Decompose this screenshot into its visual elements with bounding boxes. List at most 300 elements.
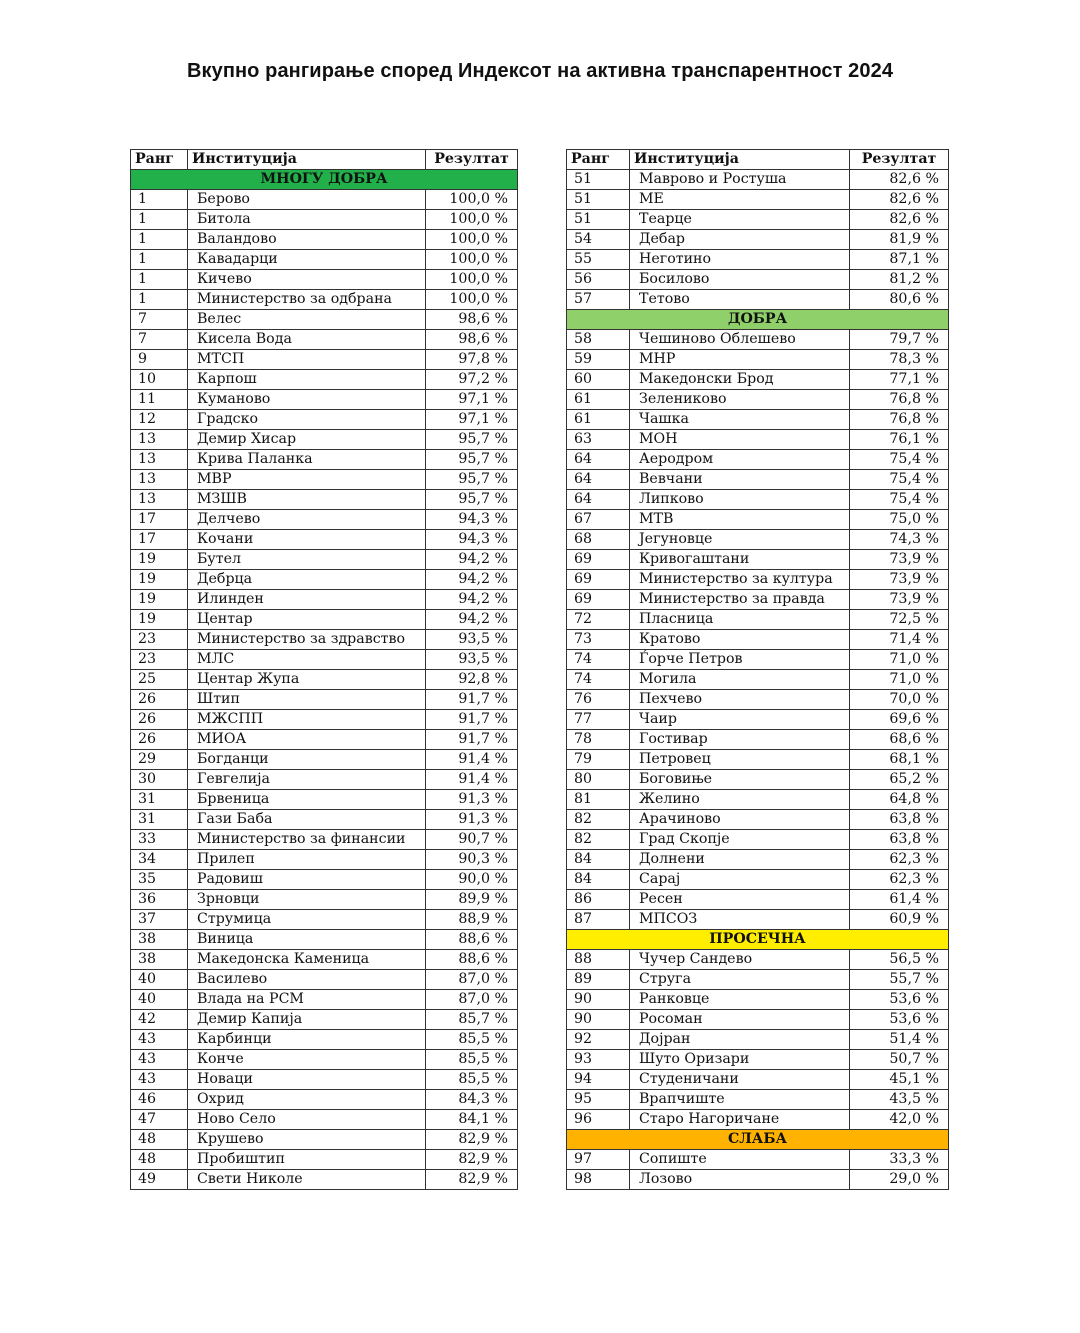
rank-cell: 46 [131, 1090, 188, 1110]
result-cell: 94,2 % [426, 570, 518, 590]
table-row [131, 810, 518, 830]
institution-cell: Крива Паланка [188, 450, 426, 470]
result-cell: 71,0 % [850, 670, 949, 690]
institution-cell: Росоман [630, 1010, 850, 1030]
ranking-table-right [566, 149, 949, 1190]
result-cell: 97,8 % [426, 350, 518, 370]
rank-cell: 84 [567, 850, 630, 870]
institution-cell: Ѓорче Петров [630, 650, 850, 670]
table-row [131, 590, 518, 610]
table-row [567, 770, 949, 790]
rank-cell: 64 [567, 490, 630, 510]
result-cell: 77,1 % [850, 370, 949, 390]
institution-cell: Врапчиште [630, 1090, 850, 1110]
result-cell: 81,2 % [850, 270, 949, 290]
institution-cell: Ново Село [188, 1110, 426, 1130]
table-row [131, 690, 518, 710]
rank-cell: 47 [131, 1110, 188, 1130]
table-row [131, 970, 518, 990]
institution-cell: Гостивар [630, 730, 850, 750]
table-row [131, 470, 518, 490]
result-cell: 71,4 % [850, 630, 949, 650]
institution-cell: Чешиново Облешево [630, 330, 850, 350]
rank-cell: 76 [567, 690, 630, 710]
rank-cell: 81 [567, 790, 630, 810]
rank-cell: 57 [567, 290, 630, 310]
rank-cell: 89 [567, 970, 630, 990]
table-row [567, 230, 949, 250]
table-row [131, 610, 518, 630]
rank-cell: 11 [131, 390, 188, 410]
result-cell: 64,8 % [850, 790, 949, 810]
table-row [567, 250, 949, 270]
ranking-table-left [130, 149, 518, 1190]
result-cell: 91,3 % [426, 790, 518, 810]
rank-cell: 69 [567, 550, 630, 570]
rank-cell: 36 [131, 890, 188, 910]
institution-cell: МОН [630, 430, 850, 450]
result-cell: 84,3 % [426, 1090, 518, 1110]
result-cell: 75,4 % [850, 450, 949, 470]
rank-cell: 1 [131, 210, 188, 230]
institution-cell: Аеродром [630, 450, 850, 470]
rank-cell: 19 [131, 610, 188, 630]
institution-cell: Василево [188, 970, 426, 990]
rank-cell: 19 [131, 550, 188, 570]
table-row [131, 870, 518, 890]
ranking-rows-right [567, 170, 949, 1190]
result-cell: 65,2 % [850, 770, 949, 790]
table-row [567, 1110, 949, 1130]
rank-cell: 60 [567, 370, 630, 390]
result-cell: 95,7 % [426, 450, 518, 470]
institution-cell: Боговиње [630, 770, 850, 790]
rank-cell: 90 [567, 990, 630, 1010]
result-cell: 94,2 % [426, 550, 518, 570]
table-row [567, 1010, 949, 1030]
table-row [131, 1150, 518, 1170]
table-row [567, 730, 949, 750]
institution-cell: Градско [188, 410, 426, 430]
result-cell: 50,7 % [850, 1050, 949, 1070]
rank-cell: 12 [131, 410, 188, 430]
table-row [567, 190, 949, 210]
table-row [567, 750, 949, 770]
rank-cell: 48 [131, 1130, 188, 1150]
institution-cell: Сарај [630, 870, 850, 890]
result-cell: 62,3 % [850, 850, 949, 870]
institution-cell: МЛС [188, 650, 426, 670]
result-cell: 97,2 % [426, 370, 518, 390]
result-cell: 75,4 % [850, 470, 949, 490]
institution-cell: Охрид [188, 1090, 426, 1110]
result-cell: 87,0 % [426, 990, 518, 1010]
rank-cell: 92 [567, 1030, 630, 1050]
result-cell: 43,5 % [850, 1090, 949, 1110]
table-row [131, 490, 518, 510]
result-cell: 82,9 % [426, 1170, 518, 1190]
institution-cell: Велес [188, 310, 426, 330]
result-cell: 29,0 % [850, 1170, 949, 1190]
table-row [567, 330, 949, 350]
rank-cell: 13 [131, 490, 188, 510]
institution-cell: Тетово [630, 290, 850, 310]
category-label: ДОБРА [567, 310, 949, 330]
table-row [567, 1050, 949, 1070]
result-cell: 91,4 % [426, 770, 518, 790]
table-row [131, 790, 518, 810]
institution-cell: МЖСПП [188, 710, 426, 730]
result-cell: 75,0 % [850, 510, 949, 530]
institution-cell: Дебар [630, 230, 850, 250]
rank-cell: 51 [567, 170, 630, 190]
table-row [131, 330, 518, 350]
institution-cell: Петровец [630, 750, 850, 770]
institution-cell: Пробиштип [188, 1150, 426, 1170]
institution-cell: Министерство за здравство [188, 630, 426, 650]
institution-cell: Маврово и Ростуша [630, 170, 850, 190]
institution-cell: Чаир [630, 710, 850, 730]
rank-cell: 79 [567, 750, 630, 770]
institution-cell: Студеничани [630, 1070, 850, 1090]
rank-cell: 33 [131, 830, 188, 850]
rank-cell: 69 [567, 590, 630, 610]
result-cell: 70,0 % [850, 690, 949, 710]
result-cell: 68,6 % [850, 730, 949, 750]
institution-cell: Ресен [630, 890, 850, 910]
rank-cell: 19 [131, 590, 188, 610]
rank-cell: 95 [567, 1090, 630, 1110]
rank-cell: 25 [131, 670, 188, 690]
result-cell: 85,5 % [426, 1030, 518, 1050]
rank-cell: 74 [567, 670, 630, 690]
institution-cell: Долнени [630, 850, 850, 870]
table-row [131, 370, 518, 390]
table-row [131, 770, 518, 790]
result-cell: 82,6 % [850, 210, 949, 230]
result-cell: 73,9 % [850, 590, 949, 610]
result-cell: 81,9 % [850, 230, 949, 250]
result-cell: 88,6 % [426, 930, 518, 950]
rank-cell: 9 [131, 350, 188, 370]
rank-cell: 40 [131, 970, 188, 990]
table-row [567, 590, 949, 610]
table-row [567, 430, 949, 450]
rank-cell: 13 [131, 450, 188, 470]
result-cell: 93,5 % [426, 650, 518, 670]
rank-cell: 38 [131, 930, 188, 950]
institution-cell: Пехчево [630, 690, 850, 710]
institution-cell: Илинден [188, 590, 426, 610]
result-cell: 95,7 % [426, 470, 518, 490]
result-cell: 87,1 % [850, 250, 949, 270]
table-row [131, 850, 518, 870]
ranking-rows-left [131, 170, 518, 1190]
table-row [131, 1170, 518, 1190]
institution-cell: Кривогаштани [630, 550, 850, 570]
table-row [131, 1010, 518, 1030]
rank-cell: 31 [131, 790, 188, 810]
result-cell: 90,3 % [426, 850, 518, 870]
institution-cell: Старо Нагоричане [630, 1110, 850, 1130]
table-row [131, 270, 518, 290]
table-row [567, 210, 949, 230]
rank-cell: 78 [567, 730, 630, 750]
table-row [567, 350, 949, 370]
table-row [567, 810, 949, 830]
rank-cell: 42 [131, 1010, 188, 1030]
rank-cell: 43 [131, 1050, 188, 1070]
rank-cell: 1 [131, 230, 188, 250]
table-row [567, 670, 949, 690]
table-header-row [131, 150, 518, 170]
institution-cell: Министерство за правда [630, 590, 850, 610]
result-cell: 85,7 % [426, 1010, 518, 1030]
institution-cell: Град Скопје [630, 830, 850, 850]
result-cell: 62,3 % [850, 870, 949, 890]
table-row [567, 870, 949, 890]
table-row [567, 610, 949, 630]
result-cell: 76,1 % [850, 430, 949, 450]
result-cell: 82,6 % [850, 190, 949, 210]
table-row [567, 690, 949, 710]
page-title: Вкупно рангирање според Индексот на активна транспарентност 2024 [186, 60, 894, 82]
result-cell: 78,3 % [850, 350, 949, 370]
category-label: МНОГУ ДОБРА [131, 170, 518, 190]
institution-cell: Гази Баба [188, 810, 426, 830]
table-row [567, 370, 949, 390]
table-row [567, 570, 949, 590]
rank-cell: 13 [131, 470, 188, 490]
institution-cell: МТСП [188, 350, 426, 370]
institution-cell: Вевчани [630, 470, 850, 490]
table-row [131, 890, 518, 910]
result-cell: 79,7 % [850, 330, 949, 350]
result-cell: 98,6 % [426, 330, 518, 350]
table-row [567, 1150, 949, 1170]
rank-cell: 61 [567, 390, 630, 410]
table-row [131, 430, 518, 450]
result-cell: 94,3 % [426, 530, 518, 550]
institution-cell: Радовиш [188, 870, 426, 890]
table-row [131, 530, 518, 550]
institution-cell: Пласница [630, 610, 850, 630]
rank-cell: 54 [567, 230, 630, 250]
result-cell: 53,6 % [850, 990, 949, 1010]
result-cell: 91,7 % [426, 710, 518, 730]
table-row [131, 670, 518, 690]
category-row [567, 930, 949, 950]
institution-cell: Дојран [630, 1030, 850, 1050]
institution-cell: Центар Жупа [188, 670, 426, 690]
result-cell: 91,4 % [426, 750, 518, 770]
rank-cell: 26 [131, 710, 188, 730]
table-row [567, 1170, 949, 1190]
table-row [131, 650, 518, 670]
rank-cell: 74 [567, 650, 630, 670]
institution-cell: Влада на РСМ [188, 990, 426, 1010]
rank-cell: 1 [131, 190, 188, 210]
rank-cell: 73 [567, 630, 630, 650]
result-cell: 85,5 % [426, 1050, 518, 1070]
result-cell: 73,9 % [850, 550, 949, 570]
institution-cell: Зелениково [630, 390, 850, 410]
institution-cell: Свети Николе [188, 1170, 426, 1190]
institution-cell: Виница [188, 930, 426, 950]
table-row [567, 990, 949, 1010]
institution-cell: Чучер Сандево [630, 950, 850, 970]
institution-cell: МТВ [630, 510, 850, 530]
result-cell: 69,6 % [850, 710, 949, 730]
table-row [567, 550, 949, 570]
result-cell: 100,0 % [426, 230, 518, 250]
rank-cell: 13 [131, 430, 188, 450]
rank-cell: 43 [131, 1030, 188, 1050]
result-cell: 90,7 % [426, 830, 518, 850]
rank-cell: 23 [131, 630, 188, 650]
rank-cell: 1 [131, 270, 188, 290]
rank-cell: 38 [131, 950, 188, 970]
result-cell: 42,0 % [850, 1110, 949, 1130]
rank-cell: 1 [131, 250, 188, 270]
rank-cell: 26 [131, 690, 188, 710]
table-row [131, 510, 518, 530]
table-row [567, 910, 949, 930]
result-cell: 56,5 % [850, 950, 949, 970]
rank-cell: 59 [567, 350, 630, 370]
rank-cell: 68 [567, 530, 630, 550]
institution-cell: Струмица [188, 910, 426, 930]
rank-cell: 49 [131, 1170, 188, 1190]
rank-cell: 80 [567, 770, 630, 790]
table-row [131, 930, 518, 950]
result-cell: 61,4 % [850, 890, 949, 910]
table-row [131, 710, 518, 730]
institution-cell: Кисела Вода [188, 330, 426, 350]
rank-cell: 31 [131, 810, 188, 830]
rank-cell: 30 [131, 770, 188, 790]
result-cell: 85,5 % [426, 1070, 518, 1090]
result-cell: 33,3 % [850, 1150, 949, 1170]
rank-cell: 64 [567, 450, 630, 470]
institution-cell: Сопиште [630, 1150, 850, 1170]
institution-cell: Битола [188, 210, 426, 230]
institution-cell: Министерство за култура [630, 570, 850, 590]
result-cell: 60,9 % [850, 910, 949, 930]
institution-cell: Министерство за финансии [188, 830, 426, 850]
institution-cell: МНР [630, 350, 850, 370]
table-row [567, 890, 949, 910]
table-row [131, 230, 518, 250]
table-row [131, 1050, 518, 1070]
result-cell: 91,7 % [426, 690, 518, 710]
institution-cell: Богданци [188, 750, 426, 770]
rank-cell: 40 [131, 990, 188, 1010]
table-row [131, 1090, 518, 1110]
institution-cell: Куманово [188, 390, 426, 410]
rank-cell: 19 [131, 570, 188, 590]
table-row [567, 710, 949, 730]
table-row [131, 750, 518, 770]
header-institution: Институција [188, 150, 426, 170]
institution-cell: Македонска Каменица [188, 950, 426, 970]
institution-cell: Теарце [630, 210, 850, 230]
result-cell: 100,0 % [426, 290, 518, 310]
result-cell: 80,6 % [850, 290, 949, 310]
institution-cell: Карбинци [188, 1030, 426, 1050]
result-cell: 55,7 % [850, 970, 949, 990]
category-label: СЛАБА [567, 1130, 949, 1150]
result-cell: 63,8 % [850, 830, 949, 850]
table-row [131, 1030, 518, 1050]
category-row [131, 170, 518, 190]
institution-cell: Конче [188, 1050, 426, 1070]
result-cell: 98,6 % [426, 310, 518, 330]
table-row [567, 1070, 949, 1090]
institution-cell: Кочани [188, 530, 426, 550]
institution-cell: МПСОЗ [630, 910, 850, 930]
rank-cell: 43 [131, 1070, 188, 1090]
result-cell: 95,7 % [426, 490, 518, 510]
institution-cell: Чашка [630, 410, 850, 430]
result-cell: 82,6 % [850, 170, 949, 190]
institution-cell: Министерство за одбрана [188, 290, 426, 310]
rank-cell: 51 [567, 190, 630, 210]
institution-cell: Босилово [630, 270, 850, 290]
institution-cell: Зрновци [188, 890, 426, 910]
institution-cell: Демир Хисар [188, 430, 426, 450]
result-cell: 68,1 % [850, 750, 949, 770]
result-cell: 97,1 % [426, 410, 518, 430]
table-row [131, 910, 518, 930]
rank-cell: 63 [567, 430, 630, 450]
table-row [131, 550, 518, 570]
result-cell: 72,5 % [850, 610, 949, 630]
table-row [131, 190, 518, 210]
rank-cell: 56 [567, 270, 630, 290]
rank-cell: 61 [567, 410, 630, 430]
category-label: ПРОСЕЧНА [567, 930, 949, 950]
table-row [131, 630, 518, 650]
rank-cell: 35 [131, 870, 188, 890]
institution-cell: Карпош [188, 370, 426, 390]
result-cell: 76,8 % [850, 390, 949, 410]
institution-cell: Арачиново [630, 810, 850, 830]
result-cell: 94,2 % [426, 610, 518, 630]
table-row [131, 210, 518, 230]
institution-cell: Бутел [188, 550, 426, 570]
table-row [131, 1130, 518, 1150]
table-row [131, 310, 518, 330]
rank-cell: 82 [567, 810, 630, 830]
rank-cell: 87 [567, 910, 630, 930]
institution-cell: Дебрца [188, 570, 426, 590]
rank-cell: 96 [567, 1110, 630, 1130]
category-row [567, 310, 949, 330]
table-row [131, 730, 518, 750]
result-cell: 93,5 % [426, 630, 518, 650]
result-cell: 91,3 % [426, 810, 518, 830]
rank-cell: 26 [131, 730, 188, 750]
result-cell: 76,8 % [850, 410, 949, 430]
rank-cell: 88 [567, 950, 630, 970]
institution-cell: Прилеп [188, 850, 426, 870]
institution-cell: МЗШВ [188, 490, 426, 510]
table-row [567, 650, 949, 670]
rank-cell: 58 [567, 330, 630, 350]
header-institution: Институција [630, 150, 850, 170]
table-row [131, 1070, 518, 1090]
